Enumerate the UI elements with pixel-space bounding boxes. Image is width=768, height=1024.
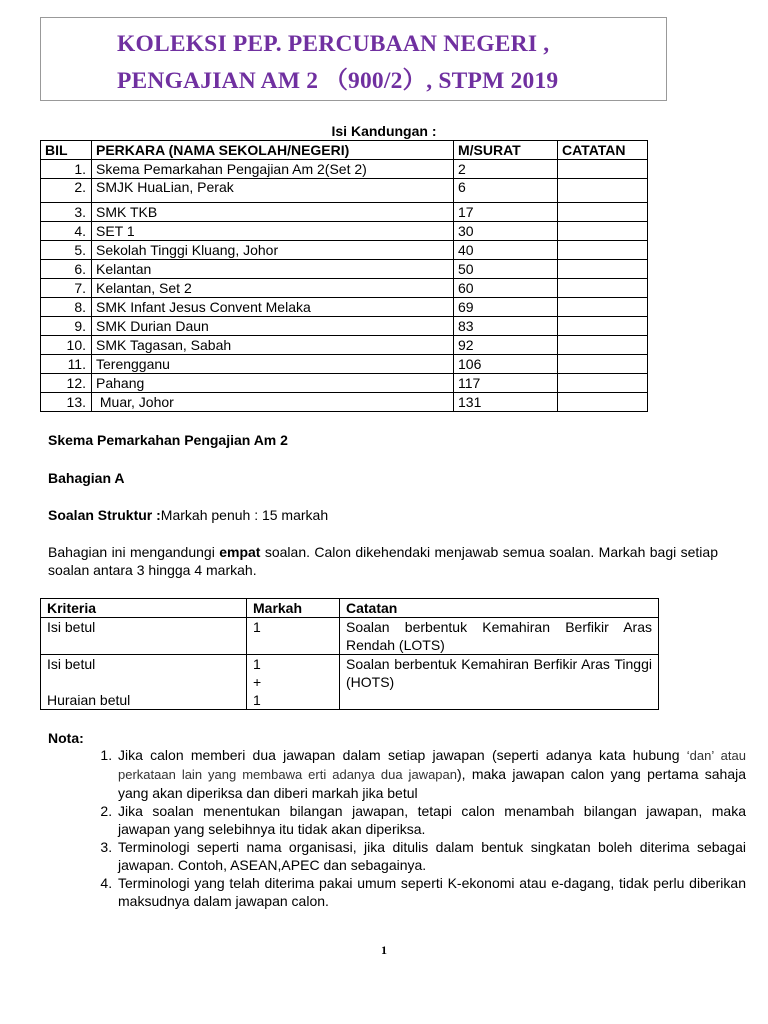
toc-perkara: Kelantan	[92, 260, 454, 279]
page-number: 1	[381, 943, 387, 957]
toc-bil: 10.	[41, 336, 92, 355]
toc-bil: 6.	[41, 260, 92, 279]
toc-catatan	[558, 279, 648, 298]
toc-header-row	[41, 141, 648, 160]
toc-catatan	[558, 241, 648, 260]
toc-perkara: Muar, Johor	[92, 393, 454, 412]
list-item: 3. Terminologi seperti nama organisasi, jika ditulis dalam bentuk singkatan boleh diterima sebagai jawapan. Contoh, ASEAN,APEC dan sebagainya.	[116, 838, 746, 874]
list-item: 2. Jika soalan menentukan bilangan jawapan, tetapi calon menambah bilangan jawapan, maka jawapan yang selebihnya itu tidak akan diperiksa.	[116, 802, 746, 838]
toc-surat: 117	[454, 374, 558, 393]
criteria-kriteria	[41, 655, 247, 710]
toc-perkara: Sekolah Tinggi Kluang, Johor	[92, 241, 454, 260]
toc-surat: 83	[454, 317, 558, 336]
criteria-header-row	[41, 599, 659, 618]
table-row	[41, 355, 648, 374]
toc-catatan	[558, 355, 648, 374]
toc-surat: 60	[454, 279, 558, 298]
soalan-label: Soalan Struktur :	[48, 507, 161, 523]
toc-col-catatan: CATATAN	[558, 141, 648, 160]
nota-1-quote: ‘dan’ atau perkataan lain yang membawa erti adanya dua jawapan	[118, 748, 746, 782]
criteria-table	[40, 598, 659, 710]
toc-surat: 69	[454, 298, 558, 317]
bahagian-heading: Bahagian A	[48, 470, 125, 486]
toc-bil: 3.	[41, 203, 92, 222]
table-row	[41, 203, 648, 222]
table-row	[41, 222, 648, 241]
criteria-col-catatan: Catatan	[340, 599, 659, 618]
toc-catatan	[558, 203, 648, 222]
table-row	[41, 179, 648, 203]
soalan-struktur-line	[48, 506, 720, 524]
skema-title: Skema Pemarkahan Pengajian Am 2	[48, 432, 288, 448]
table-row	[41, 618, 659, 655]
criteria-catatan: Soalan berbentuk Kemahiran Berfikir Aras Rendah (LOTS)	[340, 618, 659, 655]
nota-list	[90, 746, 746, 910]
toc-perkara: Kelantan, Set 2	[92, 279, 454, 298]
toc-surat: 2	[454, 160, 558, 179]
toc-perkara: SMK Infant Jesus Convent Melaka	[92, 298, 454, 317]
table-row	[41, 393, 648, 412]
table-row	[41, 336, 648, 355]
table-row	[41, 374, 648, 393]
toc-bil: 2.	[41, 179, 92, 203]
toc-surat: 131	[454, 393, 558, 412]
toc-catatan	[558, 393, 648, 412]
list-item: 4. Terminologi yang telah diterima pakai umum seperti K-ekonomi atau e-dagang, tidak perlu diberikan maksudnya dalam jawapan calon.	[116, 874, 746, 910]
document-title-line-2: PENGAJIAN AM 2 （900/2）, STPM 2019	[117, 68, 559, 94]
criteria-kriteria: Isi betul	[41, 618, 247, 655]
toc-surat: 30	[454, 222, 558, 241]
table-row	[41, 298, 648, 317]
table-of-contents	[40, 140, 648, 412]
table-row	[41, 160, 648, 179]
title-box	[40, 17, 667, 101]
table-row	[41, 317, 648, 336]
toc-catatan	[558, 298, 648, 317]
toc-surat: 106	[454, 355, 558, 374]
toc-perkara: SMK Tagasan, Sabah	[92, 336, 454, 355]
toc-catatan	[558, 160, 648, 179]
markah-a: 1	[253, 656, 261, 672]
criteria-huraian-betul: Huraian betul	[47, 692, 131, 708]
toc-bil: 9.	[41, 317, 92, 336]
criteria-col-markah: Markah	[247, 599, 340, 618]
toc-bil: 11.	[41, 355, 92, 374]
toc-bil: 4.	[41, 222, 92, 241]
nota-1-pre: Jika calon memberi dua jawapan dalam setiap jawapan (seperti adanya kata hubung	[118, 747, 687, 763]
toc-catatan	[558, 179, 648, 203]
nota-title: Nota:	[48, 730, 84, 746]
toc-catatan	[558, 222, 648, 241]
toc-catatan	[558, 336, 648, 355]
toc-surat: 40	[454, 241, 558, 260]
toc-col-surat: M/SURAT	[454, 141, 558, 160]
toc-heading: Isi Kandungan :	[331, 123, 437, 139]
toc-perkara: Terengganu	[92, 355, 454, 374]
markah-plus: +	[253, 674, 262, 690]
table-row	[41, 241, 648, 260]
intro-text-bold: empat	[219, 544, 261, 560]
toc-catatan	[558, 374, 648, 393]
toc-col-bil: BIL	[41, 141, 92, 160]
toc-catatan	[558, 260, 648, 279]
criteria-markah	[247, 655, 340, 710]
toc-perkara: SMK TKB	[92, 203, 454, 222]
list-item	[116, 746, 746, 802]
toc-perkara: SMK Durian Daun	[92, 317, 454, 336]
table-row	[41, 260, 648, 279]
toc-bil: 8.	[41, 298, 92, 317]
intro-text-pre: Bahagian ini mengandungi	[48, 544, 220, 560]
criteria-catatan: Soalan berbentuk Kemahiran Berfikir Aras Tinggi (HOTS)	[340, 655, 659, 710]
nota-1-post: ), maka jawapan calon yang pertama sahaja yang akan diperiksa dan diberi markah jika betul	[118, 766, 747, 801]
intro-text-post: soalan. Calon dikehendaki menjawab semua soalan. Markah bagi setiap soalan antara 3 hingga 4 markah.	[48, 544, 718, 578]
criteria-col-kriteria: Kriteria	[41, 599, 247, 618]
toc-col-perkara: PERKARA (NAMA SEKOLAH/NEGERI)	[92, 141, 454, 160]
soalan-value: Markah penuh : 15 markah	[160, 507, 329, 523]
toc-perkara: Pahang	[92, 374, 454, 393]
toc-bil: 1.	[41, 160, 92, 179]
toc-catatan	[558, 317, 648, 336]
toc-surat: 17	[454, 203, 558, 222]
table-row	[41, 655, 659, 710]
toc-bil: 12.	[41, 374, 92, 393]
toc-bil: 5.	[41, 241, 92, 260]
table-row	[41, 279, 648, 298]
toc-bil: 13.	[41, 393, 92, 412]
toc-surat: 6	[454, 179, 558, 203]
toc-bil: 7.	[41, 279, 92, 298]
markah-b: 1	[253, 692, 261, 708]
criteria-markah: 1	[247, 618, 340, 655]
toc-surat: 50	[454, 260, 558, 279]
toc-perkara: Skema Pemarkahan Pengajian Am 2(Set 2)	[92, 160, 454, 179]
toc-perkara: SMJK HuaLian, Perak	[92, 179, 454, 203]
toc-perkara: SET 1	[92, 222, 454, 241]
intro-paragraph	[48, 543, 718, 579]
document-title-line-1: KOLEKSI PEP. PERCUBAAN NEGERI ,	[117, 31, 550, 57]
toc-surat: 92	[454, 336, 558, 355]
criteria-isi-betul: Isi betul	[47, 656, 96, 672]
